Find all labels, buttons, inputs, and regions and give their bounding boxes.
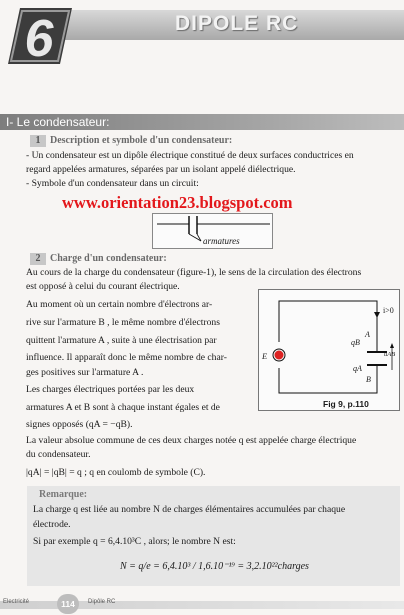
paragraph-line: La valeur absolue commune de ces deux charges notée q est appelée charge électrique — [26, 435, 357, 446]
capacitor-symbol-box — [152, 213, 273, 249]
paragraph-line: du condensateur. — [26, 449, 91, 460]
paragraph-line: - Un condensateur est un dipôle électrique constitué de deux surfaces conductrices en — [26, 150, 354, 161]
chapter-title: DIPOLE RC — [175, 12, 299, 35]
paragraph-line: rive sur l'armature B , le même nombre d'électrons — [26, 317, 220, 328]
paragraph-line: regard appelées armatures, séparées par un isolant appelé diélectrique. — [26, 164, 296, 175]
footer-subject: Electricité — [3, 599, 30, 605]
section-title: I- Le condensateur: — [6, 115, 110, 129]
remark-formula: N = q/e = 6,4.10³ / 1,6.10⁻¹⁹ = 3,2.10²²charges — [120, 561, 309, 572]
paragraph-line: signes opposés (qA = −qB). — [26, 419, 133, 430]
remark-title: Remarque: — [39, 489, 88, 500]
paragraph-line: Au cours de la charge du condensateur (figure-1), le sens de la circulation des électrons — [26, 267, 362, 278]
paragraph-line: armatures A et B sont à chaque instant égales et de — [26, 402, 220, 413]
voltage-uab-label: uAB — [384, 351, 396, 358]
armature-a-label: A — [365, 330, 370, 339]
charge-qa-label: qA — [353, 364, 362, 373]
remark-line: La charge q est liée au nombre N de charges élémentaires accumulées par chaque — [33, 504, 346, 515]
symbol-label: armatures — [203, 236, 240, 246]
paragraph-line: influence. Il apparaît donc le même nombre de char- — [26, 352, 227, 363]
subsection-2-heading — [30, 252, 167, 265]
chapter-number: 6 — [24, 10, 54, 68]
subsection-number: 1 — [30, 135, 46, 147]
paragraph-line: Les charges électriques portées par les deux — [26, 384, 195, 395]
chapter-header — [0, 0, 404, 78]
subsection-title: Description et symbole d'un condensateur: — [50, 135, 233, 146]
circuit-figure — [258, 289, 400, 411]
armature-b-label: B — [366, 375, 371, 384]
charge-qb-label: qB — [351, 338, 360, 347]
rc-circuit-diagram — [259, 290, 401, 412]
paragraph-line: Au moment où un certain nombre d'électrons ar- — [26, 299, 213, 310]
subsection-title: Charge d'un condensateur: — [50, 253, 167, 264]
figure-caption: Fig 9, p.110 — [323, 399, 369, 409]
formula-line: |qA| = |qB| = q ; q en coulomb de symbole (C). — [26, 467, 206, 478]
paragraph-line: quittent l'armature A , suite à une électrisation par — [26, 335, 217, 346]
watermark-url: www.orientation23.blogspot.com — [62, 193, 293, 212]
generator-label: E — [262, 351, 268, 361]
page-number: 114 — [57, 594, 79, 614]
subsection-number: 2 — [30, 253, 46, 265]
current-label: i>0 — [383, 306, 394, 315]
remark-line: électrode. — [33, 519, 71, 530]
page-footer — [0, 594, 404, 615]
chapter-badge — [6, 4, 76, 68]
subsection-1-heading — [30, 134, 232, 147]
footer-chapter: Dipôle RC — [88, 599, 116, 605]
remark-line: Si par exemple q = 6,4.10³C , alors; le nombre N est: — [33, 536, 236, 547]
paragraph-line: ges positives sur l'armature A . — [26, 367, 144, 378]
paragraph-line: est opposé à celui du courant électrique. — [26, 281, 180, 292]
paragraph-line: - Symbole d'un condensateur dans un circuit: — [26, 178, 199, 189]
